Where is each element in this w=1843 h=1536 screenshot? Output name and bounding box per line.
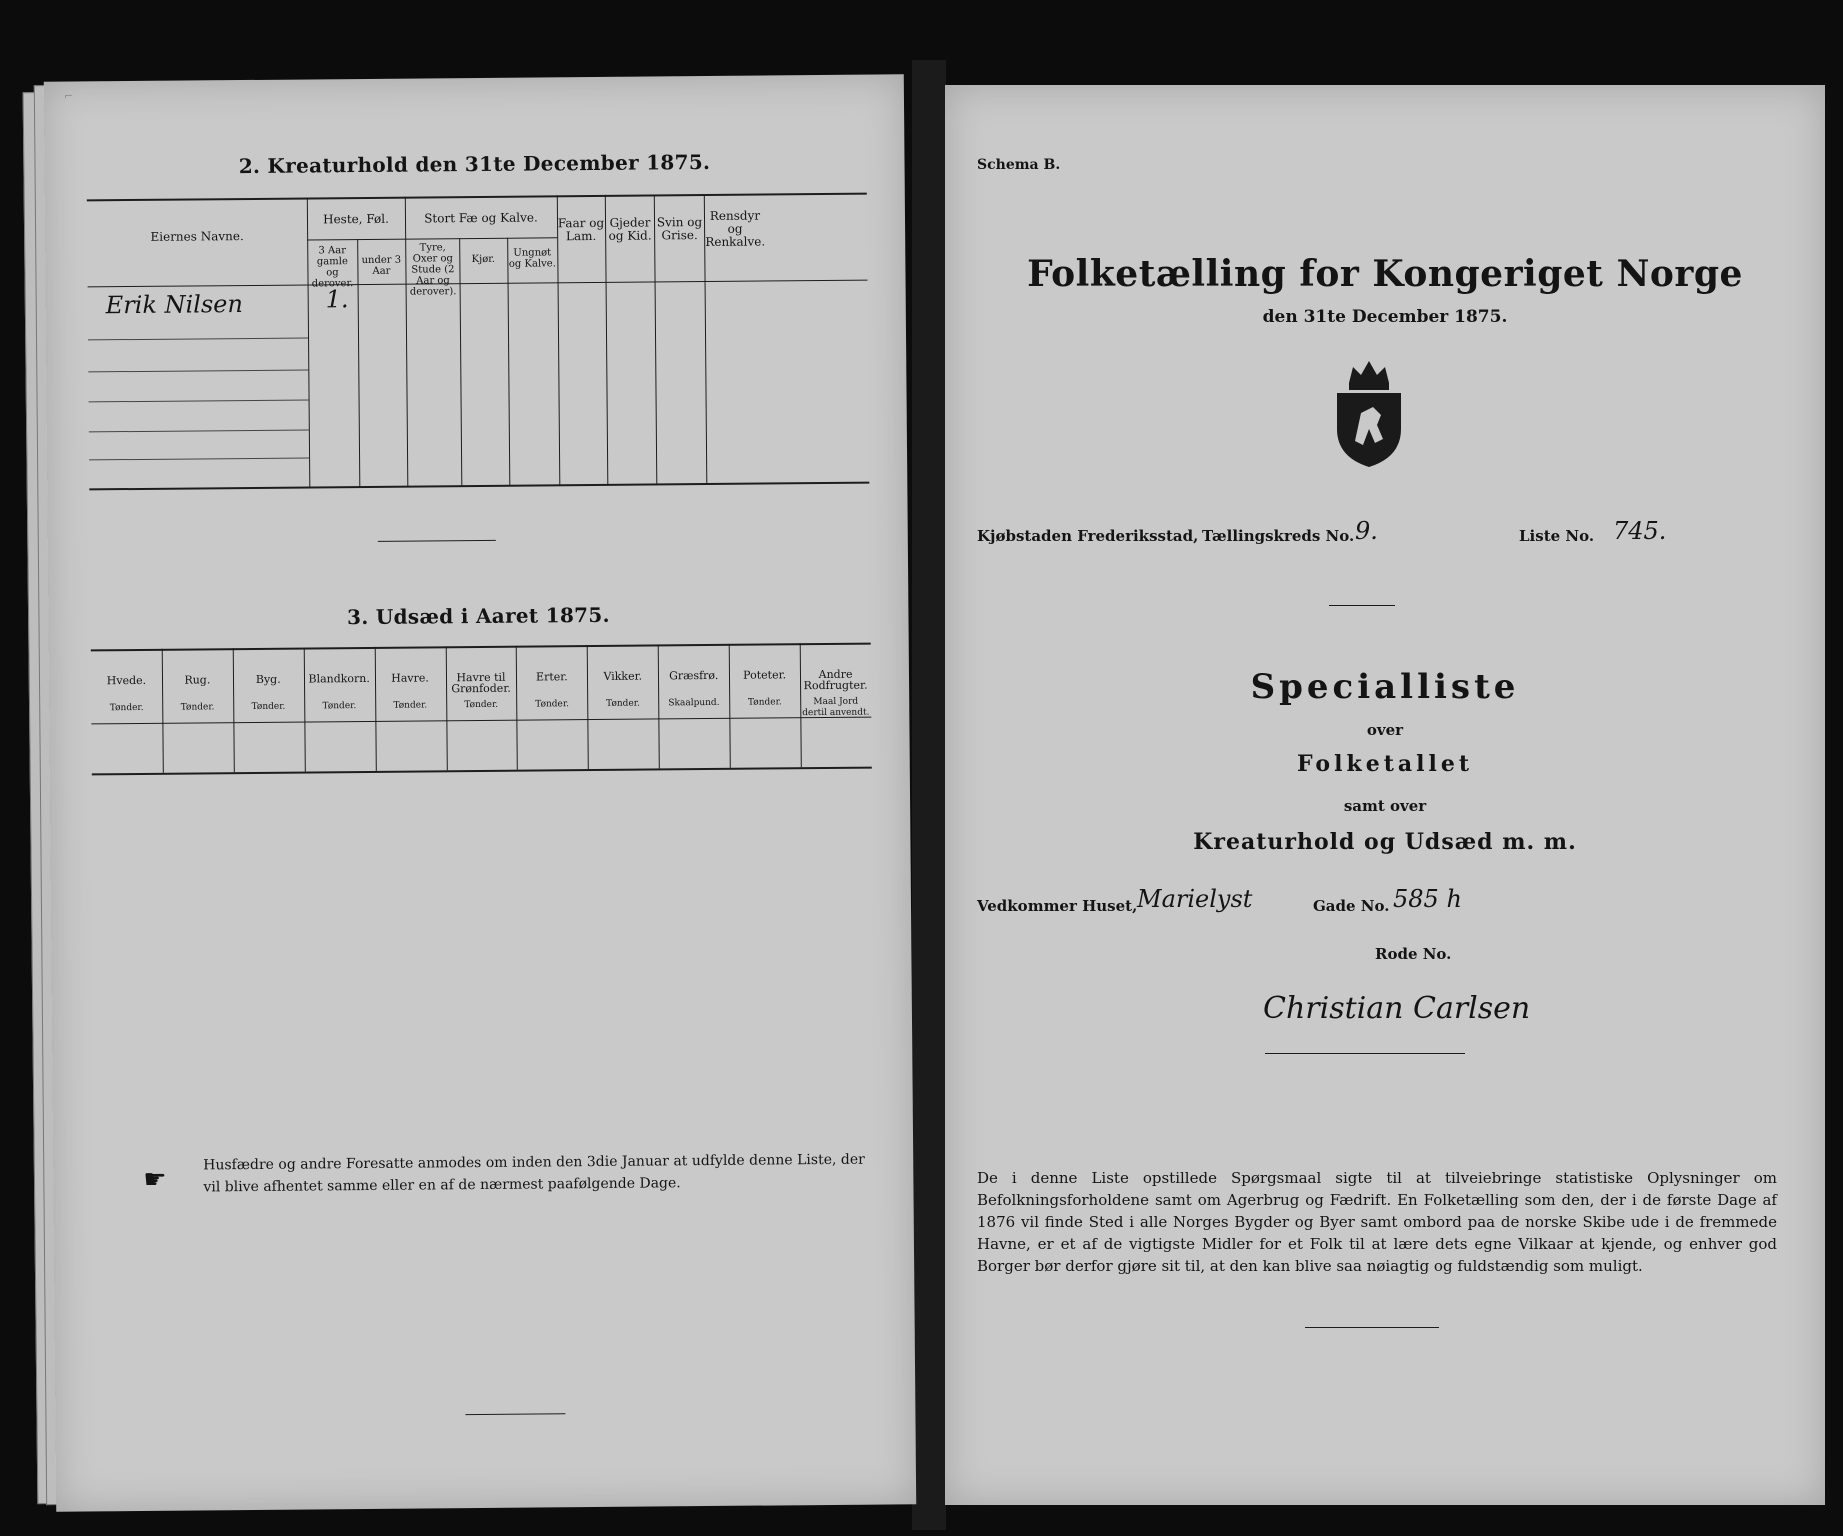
col-reindeer: Rensdyr og Renkalve. — [705, 208, 766, 250]
seed-col-unit: Tønder. — [535, 699, 570, 710]
seed-col-name: Andre Rodfrugter. — [803, 667, 868, 693]
seed-col-name: Blandkorn. — [308, 671, 370, 686]
seed-col-name: Havre. — [391, 671, 429, 685]
book-spine — [912, 60, 946, 1530]
seed-col-name: Havre til Grønfoder. — [451, 670, 511, 696]
folketallet-heading: Folketallet — [1297, 751, 1473, 777]
seed-col-unit: Tønder. — [322, 701, 357, 712]
huset-street: Marielyst — [1137, 885, 1253, 913]
samt-over-text: samt over — [1343, 797, 1427, 815]
livestock-title: 2. Kreaturhold den 31te December 1875. — [238, 149, 711, 179]
liste-label: Liste No. — [1519, 527, 1595, 545]
page-mark: ⌐ — [63, 89, 74, 103]
seed-col-unit: Maal Jord dertil anvendt. — [802, 696, 870, 719]
huset-label: Vedkommer Huset, — [977, 897, 1138, 915]
seed-col-name: Rug. — [184, 673, 211, 687]
kjobstad-label: Kjøbstaden Frederiksstad, — [977, 527, 1199, 545]
tellingskreds-value: 9. — [1355, 517, 1378, 545]
specialliste-heading: Specialliste — [1250, 667, 1520, 707]
signature: Christian Carlsen — [1263, 991, 1531, 1026]
col-horses-under3: under 3 Aar — [361, 254, 402, 277]
owner-name-1: Erik Nilsen — [105, 290, 244, 320]
over-text-1: over — [1366, 721, 1404, 739]
cattle-group-header: Stort Fæ og Kalve. — [424, 210, 538, 226]
col-cows: Kjør. — [471, 253, 496, 266]
seed-col-unit: Skaalpund. — [668, 697, 720, 709]
seed-col-unit: Tønder. — [393, 700, 428, 711]
notice-text: Husfædre og andre Foresatte anmodes om inden den 3die Januar at udfylde denne Liste, der vil blive afhentet samme eller en af de nærmest paafølgende Dage. — [203, 1151, 865, 1196]
liste-value: 745. — [1613, 517, 1667, 545]
gade-value: 585 h — [1393, 885, 1462, 913]
col-pigs: Svin og Grise. — [656, 215, 703, 243]
gade-label: Gade No. — [1313, 897, 1390, 915]
col-sheep: Faar og Lam. — [557, 215, 605, 244]
right-page — [945, 85, 1825, 1505]
seed-col-unit: Tønder. — [464, 699, 499, 711]
seed-col-unit: Tønder. — [180, 702, 215, 713]
coat-of-arms-icon — [1327, 353, 1411, 469]
owner-header: Eiernes Navne. — [150, 229, 244, 244]
schema-label: Schema B. — [977, 157, 1061, 173]
tellingskreds-label: Tællingskreds No. — [1202, 527, 1355, 545]
main-title: Folketælling for Kongeriget Norge — [1027, 253, 1743, 295]
seed-col-name: Erter. — [535, 670, 568, 684]
footer-text: De i denne Liste opstillede Spørgsmaal sigte til at tilveiebringe statistiske Oplysninger om Befolkningsforholdene samt om Agerbrug og Fædrift. En Folketælling som den, der i de første Dage af 1876 vil finde Sted i alle Norges Bygder og Byer samt ombord paa de norske Skibe ude i de fremmede Havne, er et af de vigtigste Midler for et Folk til at lære dets egne Vilkaar at kjende, og enhver god Borger bør derfor gjøre sit til, at den kan blive saa nøiagtig og fuldstændig som muligt. — [977, 1169, 1777, 1275]
left-page — [44, 74, 916, 1511]
seed-col-name: Græsfrø. — [668, 668, 719, 683]
census-date: den 31te December 1875. — [1262, 307, 1508, 327]
seed-col-name: Byg. — [255, 672, 281, 686]
seed-col-name: Vikker. — [603, 669, 643, 683]
col-young: Ungnøt og Kalve. — [508, 247, 556, 270]
seed-title: 3. Udsæd i Aaret 1875. — [346, 602, 610, 630]
horses-count-1: 1. — [325, 285, 349, 314]
seed-col-unit: Tønder. — [251, 701, 286, 712]
horses-group-header: Heste, Føl. — [323, 211, 389, 227]
col-goats: Gjeder og Kid. — [608, 215, 652, 243]
col-horses-3plus: 3 Aar gamle og derover. — [311, 245, 354, 290]
col-bulls: Tyre, Oxer og Stude (2 Aar og derover). — [409, 242, 457, 298]
pointing-hand-icon: ☛ — [143, 1164, 167, 1195]
seed-col-name: Poteter. — [743, 668, 787, 682]
seed-col-name: Hvede. — [106, 673, 147, 688]
rode-label: Rode No. — [1375, 945, 1452, 963]
seed-col-unit: Tønder. — [747, 697, 782, 708]
kreaturhold-heading: Kreaturhold og Udsæd m. m. — [1193, 829, 1577, 855]
seed-col-unit: Tønder. — [606, 698, 640, 709]
seed-col-unit: Tønder. — [109, 702, 144, 714]
